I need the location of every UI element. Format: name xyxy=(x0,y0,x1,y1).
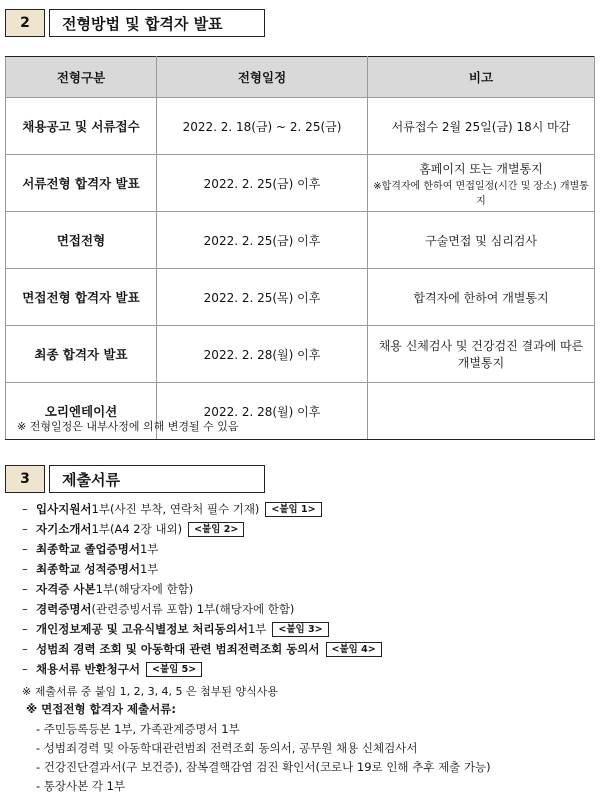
schedule-date: 2022. 2. 28(월) 이후 xyxy=(157,326,368,383)
document-name: 경력증명서 xyxy=(36,602,92,616)
schedule-category: 최종 합격자 발표 xyxy=(6,326,157,383)
list-item xyxy=(22,619,597,639)
dash-bullet: – xyxy=(22,542,28,556)
dash-bullet: – xyxy=(22,502,28,516)
dash-bullet: – xyxy=(22,662,28,676)
document-name: 최종학교 졸업증명서 xyxy=(36,542,140,556)
schedule-date: 2022. 2. 28(월) 이후 xyxy=(157,383,368,440)
attachment-badge: <붙임 5> xyxy=(146,662,202,677)
list-item: - 건강진단결과서(구 보건증), 잠복결핵감염 검진 확인서(코로나 19로 인해 추후 제출 가능) xyxy=(36,759,491,774)
document-name: 성범죄 경력 조회 및 아동학대 관련 범죄전력조회 동의서 xyxy=(36,642,320,656)
document-detail: 1부 xyxy=(139,562,159,576)
section-title: 전형방법 및 합격자 발표 xyxy=(49,9,265,37)
schedule-date: 2022. 2. 25(목) 이후 xyxy=(157,269,368,326)
table-row xyxy=(6,326,595,383)
attachment-badge: <붙임 1> xyxy=(265,502,321,517)
section-title: 제출서류 xyxy=(49,465,265,493)
dash-bullet: – xyxy=(22,622,28,636)
schedule-note: 채용 신체검사 및 건강검진 결과에 따른 개별통지 xyxy=(378,339,584,370)
list-item xyxy=(22,659,597,679)
document-name: 입사지원서 xyxy=(36,502,92,516)
schedule-note: 합격자에 한하여 개별통지 xyxy=(413,290,549,305)
table-header-row xyxy=(6,57,595,98)
schedule-category: 면접전형 xyxy=(6,212,157,269)
section-2-header xyxy=(5,9,265,37)
table-row xyxy=(6,269,595,326)
schedule-note: 서류접수 2월 25일(금) 18시 마감 xyxy=(391,119,571,134)
document-detail: (관련증빙서류 포함) 1부(해당자에 한함) xyxy=(91,602,295,616)
dash-bullet: – xyxy=(22,522,28,536)
schedule-note-cell xyxy=(368,155,595,212)
list-item xyxy=(22,539,597,559)
list-item xyxy=(22,599,597,619)
dash-bullet: – xyxy=(22,582,28,596)
section-number: 2 xyxy=(5,9,45,37)
schedule-note-cell xyxy=(368,326,595,383)
document-detail: 1부 xyxy=(139,542,159,556)
document-detail: 1부 xyxy=(247,622,267,636)
column-header: 비고 xyxy=(368,57,595,98)
document-detail: 1부(A4 2장 내외) xyxy=(91,522,183,536)
table-row xyxy=(6,212,595,269)
list-item xyxy=(22,559,597,579)
list-item: - 성범죄경력 및 아동학대관련범죄 전력조회 동의서, 공무원 채용 신체검사서 xyxy=(36,740,418,755)
section-number: 3 xyxy=(5,465,45,493)
schedule-note-small: ※합격자에 한하여 면접일정(시간 및 장소) 개별통지 xyxy=(373,180,589,207)
schedule-date: 2022. 2. 18(금) ~ 2. 25(금) xyxy=(157,98,368,155)
attachment-badge: <붙임 3> xyxy=(272,622,328,637)
schedule-category: 면접전형 합격자 발표 xyxy=(6,269,157,326)
attachment-badge: <붙임 4> xyxy=(326,642,382,657)
schedule-note: 홈페이지 또는 개별통지 xyxy=(419,161,543,176)
list-item: - 주민등록등본 1부, 가족관계증명서 1부 xyxy=(36,721,240,736)
schedule-date: 2022. 2. 25(금) 이후 xyxy=(157,212,368,269)
dash-bullet: – xyxy=(22,642,28,656)
document-name: 자격증 사본 xyxy=(36,582,96,596)
document-name: 채용서류 반환청구서 xyxy=(36,662,140,676)
schedule-note: 구술면접 및 심리검사 xyxy=(425,233,537,248)
documents-note: ※ 제출서류 중 붙임 1, 2, 3, 4, 5 은 첨부된 양식사용 xyxy=(22,685,279,698)
schedule-category: 채용공고 및 서류접수 xyxy=(6,98,157,155)
list-item xyxy=(22,579,597,599)
table-row xyxy=(6,155,595,212)
document-detail: 1부(해당자에 한함) xyxy=(95,582,194,596)
schedule-footnote: ※ 전형일정은 내부사정에 의해 변경될 수 있음 xyxy=(17,420,239,433)
interview-title: ※ 면접전형 합격자 제출서류: xyxy=(26,702,176,716)
schedule-note-cell xyxy=(368,383,595,440)
schedule-table xyxy=(5,56,595,440)
list-item xyxy=(22,499,597,519)
interview-documents-list xyxy=(36,719,491,795)
document-name: 자기소개서 xyxy=(36,522,92,536)
column-header: 전형일정 xyxy=(157,57,368,98)
schedule-category: 서류전형 합격자 발표 xyxy=(6,155,157,212)
documents-list xyxy=(22,499,597,679)
document-name: 최종학교 성적증명서 xyxy=(36,562,140,576)
list-item: - 통장사본 각 1부 xyxy=(36,778,126,793)
schedule-note-cell xyxy=(368,98,595,155)
section-3-header xyxy=(5,465,265,493)
table-row xyxy=(6,98,595,155)
schedule-note-cell xyxy=(368,212,595,269)
schedule-note-cell xyxy=(368,269,595,326)
schedule-date: 2022. 2. 25(금) 이후 xyxy=(157,155,368,212)
dash-bullet: – xyxy=(22,602,28,616)
schedule-category: 오리엔테이션 xyxy=(6,383,157,440)
document-detail: 1부(사진 부착, 연락처 필수 기재) xyxy=(91,502,260,516)
attachment-badge: <붙임 2> xyxy=(188,522,244,537)
column-header: 전형구분 xyxy=(6,57,157,98)
list-item xyxy=(22,519,597,539)
dash-bullet: – xyxy=(22,562,28,576)
document-name: 개인정보제공 및 고유식별정보 처리동의서 xyxy=(36,622,248,636)
list-item xyxy=(22,639,597,659)
